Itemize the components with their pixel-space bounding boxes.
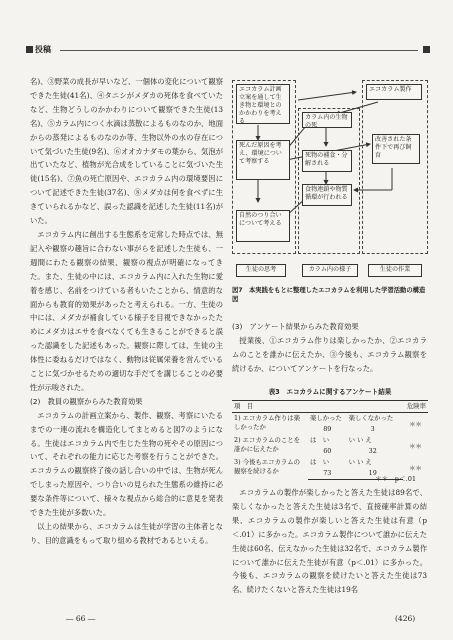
header-item: 項 目: [232, 401, 403, 413]
paragraph: 名)、③野菜の成長が早いなど、一個体の変化について観察できた生徒(41名)、④タニシがメダカの死体を食べていたなど、生物どうしのかかわりについて観察できた生徒(13名)、⑤カラム内につく水滴は蒸散によるものなのか、地面からの蒸発によるものなのか等、生物以外の水の存在について気づいた生徒(9名)、⑥オオカナダモの葉から、気泡が出ていたなど、植物が光合成をしていることに気づいた生徒(15名)、⑦魚の死亡原因や、エコカラム内の環境要因について記述できた生徒(37名)、⑧メダカは何を食べずに生きていられるかなど、誤った認識を記述した生徒(11名)がいた。: [30, 77, 223, 226]
answer-no: い い え: [348, 458, 372, 466]
flow-box: エコカラム製作: [366, 84, 422, 100]
header-risk: 危険率: [403, 401, 428, 413]
question-cell: 2) エコカラムのことを誰かに伝えたか: [234, 436, 301, 453]
figure-caption: 図7 本実践をもとに整理したエコカラムを利用した学習活動の構造図: [232, 287, 426, 303]
count-yes: 73: [308, 468, 347, 480]
flow-box: 自然のつり合いについて考える: [236, 210, 290, 242]
legend-column-state: カラム内の様子: [302, 264, 358, 277]
flow-box: 改善された条件下で再び飼育: [372, 134, 420, 164]
paragraph: エコカラムの計画立案から、製作、観察、考察にいたるまでの一連の流れを構造化してまとめると図7のようになる。生徒はエコカラム内で生じた生物の死やその原因について、それぞれの能力に応じた考察を行うことができた。エコカラムの観察終了後の話し合いの中では、生物が死んでしまった原因や、つり合いの見られた生態系の維持に必要な条件等について、様々な視点から総合的に意見を発表できた生徒が多数いた。: [30, 410, 223, 518]
right-column: [232, 320, 427, 376]
count-no: 32: [368, 447, 377, 455]
page-number-total: (426): [395, 614, 416, 623]
section-heading: (3) アンケート結果からみた教育効果: [232, 322, 359, 331]
significance-cell: ＊＊: [409, 463, 422, 472]
left-column: [30, 75, 223, 548]
table-row: [232, 413, 428, 425]
square-icon: [26, 46, 33, 53]
legend-student-work: 生徒の作業: [368, 264, 422, 277]
right-column-lower: [232, 486, 427, 597]
section-heading: (2) 教員の観察からみた教育効果: [30, 396, 143, 406]
answer-yes: 楽しかった: [310, 414, 342, 422]
count-yes: 60: [323, 447, 332, 455]
question-cell: 3) 今後もエコカラムの観察を続けるか: [234, 458, 301, 475]
answer-yes: は い: [310, 436, 330, 444]
table-caption: 表3 エコカラムに関するアンケート結果: [268, 388, 392, 396]
square-icon: [423, 46, 430, 53]
table-row: [232, 435, 428, 446]
flow-box: カラム内の生物の死: [302, 112, 352, 128]
header-rule: [60, 50, 418, 51]
paragraph: エコカラム内に創出する生態系を定常した時点では、無記入や観察の趣旨に合わない事がらを記述した生徒も、一週間にわたる観察の結果、観察の視点が明確になってきた。また、生徒の中には、エコカラム内に入れた生物に愛着を感じ、名前をつけている者もいたことから、情意的な面からも教育的効果があったと考えられる。一方、生徒の中には、メダカが補食している様子を目視できなかったためにメダカはエサを食べなくても生きることができると誤った認識をした記述もあった。観察に際しては、生徒の主体性に委ねるだけではなく、動物は従属栄養を営んでいることに気づかせるための適切な手だてを講じることの必要性が示唆された。: [30, 229, 223, 392]
flow-box: エコカラム計画立案を通して生き物と環境とのかかわりを考える: [236, 84, 290, 124]
column-frame: [362, 80, 428, 254]
flow-box: 死んだ原因を考え、環境について考察する: [236, 140, 290, 180]
answer-yes: は い: [310, 458, 330, 466]
table-header: [232, 401, 428, 413]
table-row: [232, 457, 428, 468]
significance-note: ＊＊ p＜.01: [375, 475, 417, 483]
answer-no: い い え: [348, 436, 372, 444]
answer-no: 楽しくなかった: [348, 414, 394, 422]
flow-box: 死物の補食・分解される: [302, 150, 352, 172]
count-no: 3: [370, 425, 375, 433]
count-yes: 89: [323, 425, 332, 433]
section-header: [26, 44, 430, 56]
count-no: 19: [347, 468, 399, 480]
paragraph: 以上の結果から、エコカラムは生徒が学習の主体者となり、目的意識をもって取り組める教材であるといえる。: [30, 522, 223, 545]
figure-7: [232, 80, 428, 280]
significance-cell: ＊＊: [409, 441, 422, 450]
significance-cell: ＊＊: [409, 419, 422, 428]
section-label: 投稿: [35, 45, 51, 54]
paragraph: エコカラムの製作が楽しかったと答えた生徒は89名で、楽しくなかったと答えた生徒は3名で、直接確率計算の結果、エコカラムの製作が楽しいと答えた生徒は有意（p＜.01）に多かった。エコカラム製作について誰かに伝えた生徒は60名、伝えなかった生徒は32名で、エコカラム製作について誰かに伝えた生徒が有意（p＜.01）に多かった。今後も、エコカラムの観察を続けたいと答えた生徒は73名、続けたくないと答えた生徒は19名: [232, 488, 427, 595]
survey-table: [232, 400, 428, 480]
flow-box: 食物連鎖や物質循環が行われる: [302, 184, 352, 206]
page-number: ― 66 ―: [66, 614, 96, 623]
legend-student-thinking: 生徒の思考: [236, 264, 286, 277]
question-cell: 1) エコカラム作りは楽しかったか: [234, 414, 301, 431]
paragraph: 授業後、①エコカラム作りは楽しかったか、②エコカラムのことを誰かに伝えたか、③今後も、エコカラム観察を続けるか、についてアンケートを行なった。: [232, 335, 427, 373]
